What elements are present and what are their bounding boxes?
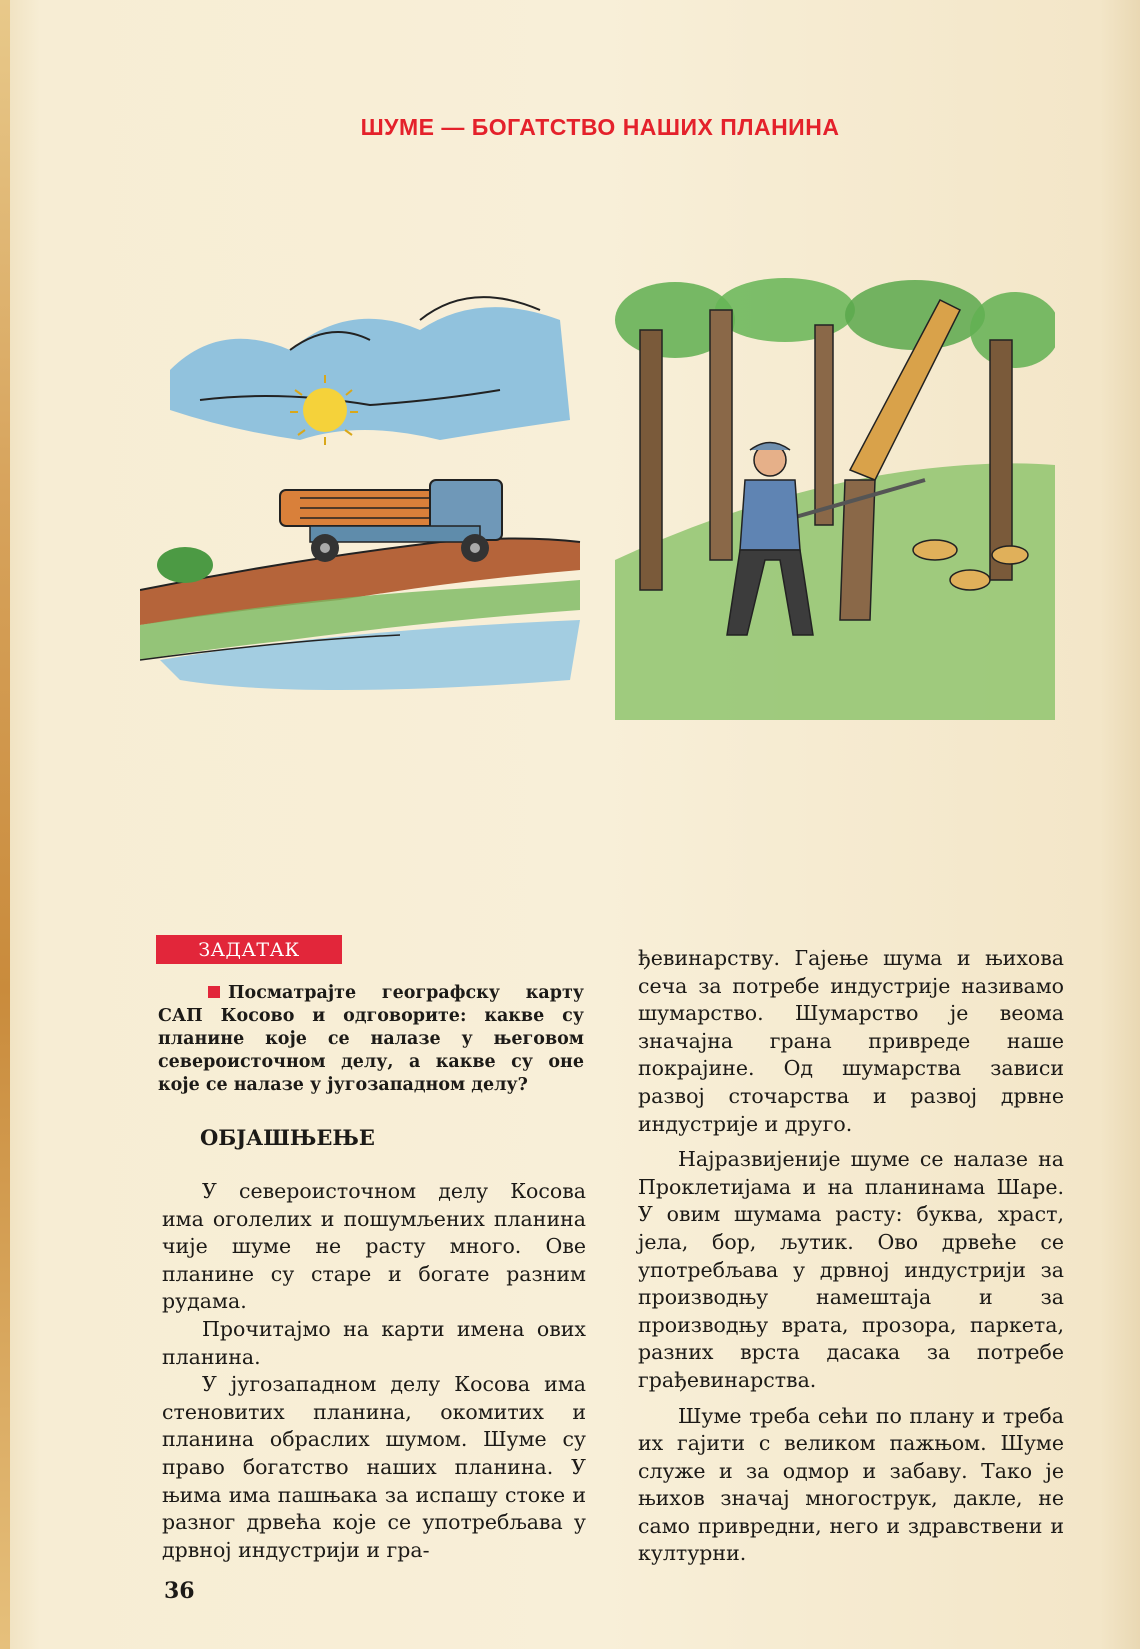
paragraph: У североисточном делу Косова има оголелих и пошумљених планина чије шуме не расту много. Ове планине су старе и богате разним рудама. xyxy=(162,1179,586,1314)
illustration-woodcutters xyxy=(615,270,1055,720)
paragraph: У југозападном делу Косова има стеновитих планина, окомитих и планина обраслих шумом. Шуме су право богатство наших планина. У њима има пашњака за испашу стоке и разног дрвећа које се употребљава у дрвној индустрији и гра- xyxy=(162,1372,586,1562)
paragraph: Прочитајмо на карти имена ових планина. xyxy=(162,1316,586,1369)
task-label: ЗАДАТАК xyxy=(156,935,342,964)
paragraph: Најразвијеније шуме се налазе на Проклетијама и на планинама Шаре. У овим шумама расту: буква, храст, јела, бор, љутик. Ово дрвеће се употребљава у дрвној индустрији за производњу намештаја и за производњу врата, прозора, паркета, разних врста дасака за потребе грађевинарства. xyxy=(638,1147,1064,1392)
page-edge xyxy=(0,0,10,1649)
page-title: ШУМЕ — БОГАТСТВО НАШИХ ПЛАНИНА xyxy=(360,114,840,140)
explanation-heading: ОБЈАШЊЕЊЕ xyxy=(200,1125,375,1150)
task-body: Посматрајте географску карту САП Косово и одговорите: какве су планине које се налазе у његовом североисточном делу, а какве су оне које се налазе у југозападном делу? xyxy=(158,983,584,1095)
paragraph: Шуме треба сећи по плану и треба их гајити с великом пажњом. Шуме служе и за одмор и забаву. Тако је њихов значај многострук, дакле, не само привредни, него и здравствени и културни. xyxy=(638,1403,1064,1566)
text-column-left xyxy=(162,1178,586,1564)
paragraph: ђевинарству. Гајење шума и њихова сеча за потребе индустрије називамо шумарство. Шумарство је веома значајна грана привреде наше покрајине. Од шумарства зависи развој сточарства и развој дрвне индустрије и друго. xyxy=(638,946,1064,1136)
page-number: 36 xyxy=(164,1578,195,1604)
text-column-right xyxy=(638,945,1064,1568)
task-text xyxy=(158,982,584,1097)
bullet-square-icon xyxy=(208,986,220,998)
illustration-truck xyxy=(140,280,600,740)
